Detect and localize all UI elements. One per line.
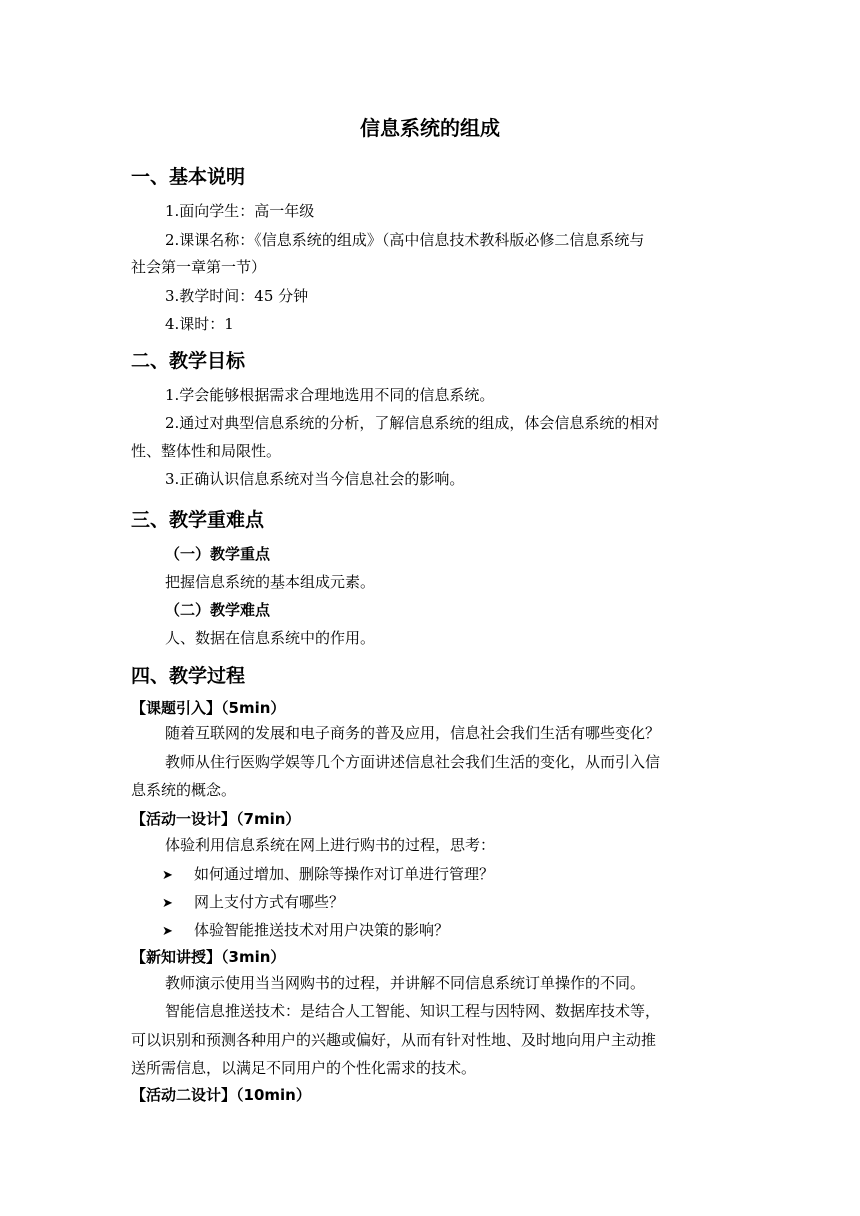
paragraph-line: 1.学会能够根据需求合理地选用不同的信息系统。 — [165, 386, 495, 404]
bullet-text: 网上支付方式有哪些？ — [194, 893, 345, 911]
paragraph-line: 随着互联网的发展和电子商务的普及应用，信息社会我们生活有哪些变化？ — [165, 724, 661, 742]
section-heading-key-points: 三、教学重难点 — [131, 509, 265, 531]
subheading-difficult-point: （二）教学难点 — [165, 601, 271, 619]
arrowhead-bullet-icon: ➤ — [162, 924, 173, 939]
paragraph-line: 可以识别和预测各种用户的兴趣或偏好，从而有针对性地、及时地向用户主动推 — [131, 1031, 657, 1049]
activity-tag-activity-one: 【活动一设计】（7min） — [131, 810, 301, 828]
bullet-text: 体验智能推送技术对用户决策的影响？ — [194, 921, 450, 939]
bullet-list-item — [162, 919, 449, 940]
paragraph-line: 社会第一章第一节） — [131, 258, 267, 276]
paragraph-line: 人、数据在信息系统中的作用。 — [165, 629, 376, 647]
arrowhead-bullet-icon: ➤ — [162, 896, 173, 911]
bullet-list-item — [162, 891, 344, 912]
activity-tag-new-knowledge: 【新知讲授】（3min） — [131, 948, 286, 966]
arrowhead-bullet-icon: ➤ — [162, 868, 173, 883]
paragraph-line: 性、整体性和局限性。 — [131, 442, 282, 460]
activity-tag-activity-two: 【活动二设计】（10min） — [131, 1086, 311, 1104]
paragraph-line: 3.教学时间：45 分钟 — [165, 287, 309, 305]
paragraph-line: 送所需信息，以满足不同用户的个性化需求的技术。 — [131, 1059, 477, 1077]
bullet-list-item — [162, 863, 494, 884]
paragraph-line: 体验利用信息系统在网上进行购书的过程，思考： — [165, 836, 496, 854]
section-heading-basic-info: 一、基本说明 — [131, 166, 246, 188]
section-heading-objectives: 二、教学目标 — [131, 350, 246, 372]
subheading-key-point: （一）教学重点 — [165, 545, 271, 563]
document-title: 信息系统的组成 — [360, 116, 500, 140]
paragraph-line: 息系统的概念。 — [131, 781, 237, 799]
paragraph-line: 教师演示使用当当网购书的过程，并讲解不同信息系统订单操作的不同。 — [165, 974, 646, 992]
paragraph-line: 教师从住行医购学娱等几个方面讲述信息社会我们生活的变化，从而引入信 — [165, 753, 661, 771]
bullet-text: 如何通过增加、删除等操作对订单进行管理？ — [194, 865, 495, 883]
paragraph-line: 4.课时：1 — [165, 315, 234, 333]
paragraph-line: 2.通过对典型信息系统的分析，了解信息系统的组成，体会信息系统的相对 — [165, 414, 660, 432]
paragraph-line: 把握信息系统的基本组成元素。 — [165, 573, 376, 591]
paragraph-line: 3.正确认识信息系统对当今信息社会的影响。 — [165, 470, 465, 488]
activity-tag-intro: 【课题引入】（5min） — [131, 699, 286, 717]
paragraph-line: 2.课课名称：《信息系统的组成》（高中信息技术教科版必修二信息系统与 — [165, 231, 645, 249]
paragraph-line: 1.面向学生：高一年级 — [165, 202, 315, 220]
section-heading-process: 四、教学过程 — [131, 665, 246, 687]
paragraph-line: 智能信息推送技术：是结合人工智能、知识工程与因特网、数据库技术等， — [165, 1002, 661, 1020]
